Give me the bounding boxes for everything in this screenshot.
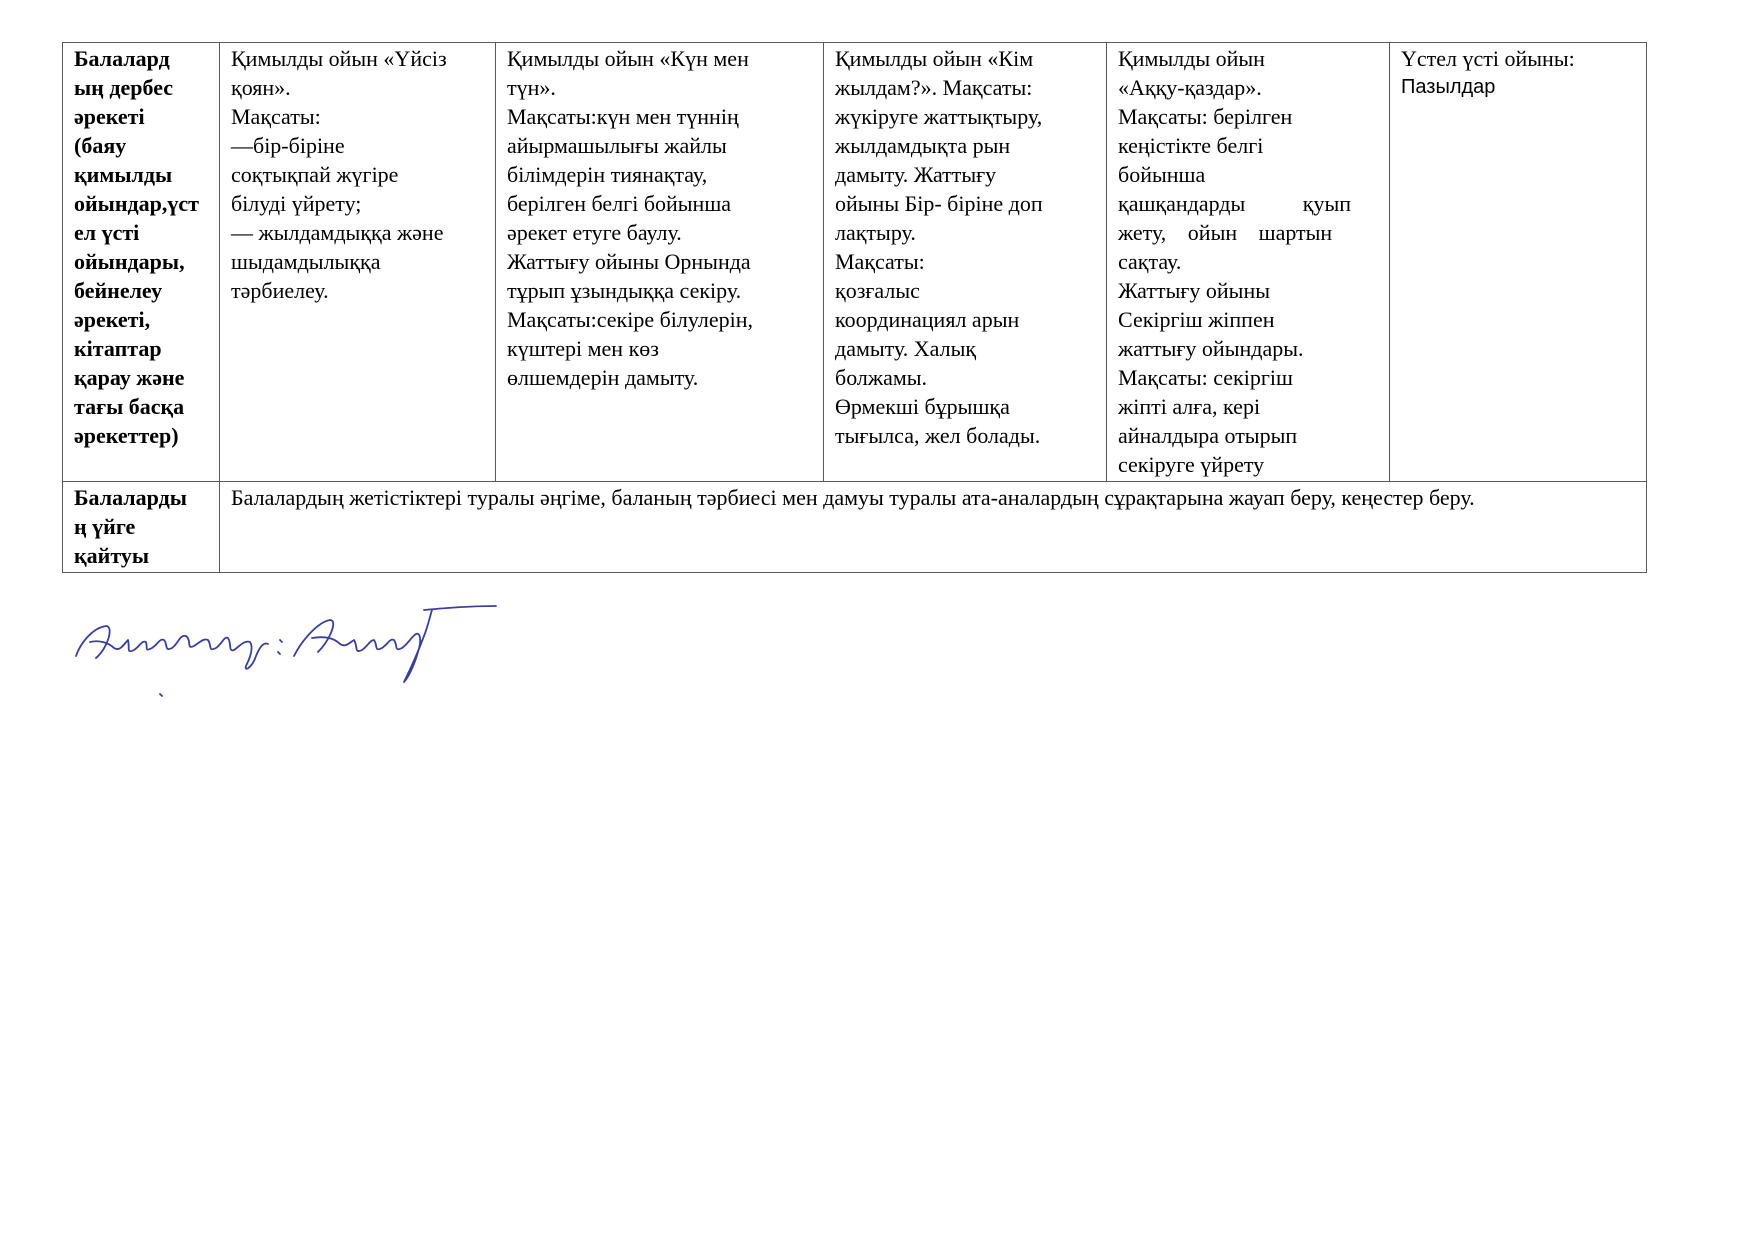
handwritten-signature	[68, 596, 508, 716]
cell-tuesday-activity: Қимылды ойын «Күн мен түн». Мақсаты:күн мен түннің айырмашылығы жайлы білімдерін тиянақтау, берілген белгі бойынша әрекет етуге баулу. Жаттығу ойыны Орнында тұрып ұзындыққа секіру. Мақсаты:секіре білулерін, күштері мен көз өлшемдерін дамыту.	[496, 43, 824, 482]
row-label-going-home: Балаларды ң үйге қайтуы	[63, 482, 220, 573]
row-label-independent-activity: Балалард ың дербес әрекеті (баяу қимылды ойындар,үст ел үсті ойындары, бейнелеу әрекеті, кітаптар қарау және тағы басқа әрекеттер)	[63, 43, 220, 482]
cell-thursday-activity: Қимылды ойын «Аққу-қаздар». Мақсаты: берілген кеңістікте белгі бойынша қашқандарды қуып жету, ойын шартын сақтау. Жаттығу ойыны Секіргіш жіппен жаттығу ойындары. Мақсаты: секіргіш жіпті алға, кері айналдыра отырып секіруге үйрету	[1107, 43, 1390, 482]
daily-plan-table	[62, 42, 1647, 573]
cell-monday-activity: Қимылды ойын «Үйсіз қоян». Мақсаты: —бір-біріне соқтықпай жүгіре білуді үйрету; — жылдамдыққа және шыдамдылыққа тәрбиелеу.	[220, 43, 496, 482]
table-row-independent-activity	[63, 43, 1647, 482]
cell-friday-activity: Үстел үсті ойыны: Пазылдар	[1390, 43, 1647, 482]
cell-going-home-text: Балалардың жетістіктері туралы әңгіме, баланың тәрбиесі мен дамуы туралы ата-аналардың сұрақтарына жауап беру, кеңестер беру.	[220, 482, 1647, 573]
table-row-going-home	[63, 482, 1647, 573]
cell-wednesday-activity: Қимылды ойын «Кім жылдам?». Мақсаты: жүкіруге жаттықтыру, жылдамдықта рын дамыту. Жаттығу ойыны Бір- біріне доп лақтыру. Мақсаты: қозғалыс координациял арын дамыту. Халық болжамы. Өрмекші бұрышқа тығылса, жел болады.	[824, 43, 1107, 482]
signature-strokes	[76, 606, 496, 696]
